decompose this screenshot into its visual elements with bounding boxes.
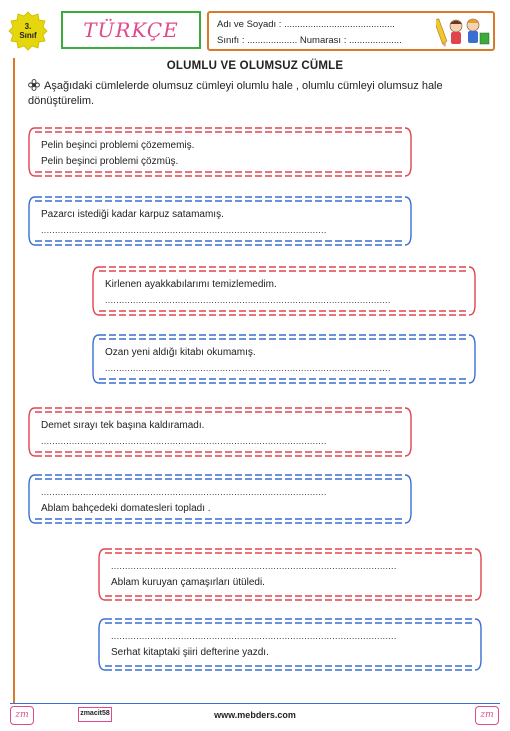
exercise-box-7: [97, 547, 483, 602]
sentence-text: Ablam bahçedeki domatesleri topladı .: [41, 503, 211, 514]
frame-right: [475, 619, 481, 670]
grade-number: 3.: [24, 22, 32, 31]
subject-box: [61, 11, 201, 49]
sentence-text: Ablam kuruyan çamaşırları ütüledi.: [111, 577, 265, 588]
logo-left: zm: [10, 706, 34, 725]
author-badge: zmacit58: [78, 707, 112, 722]
frame-right: [405, 128, 411, 176]
exercise-box-1: [27, 126, 413, 178]
sentence-text: Pelin beşinci problemi çözememiş.: [41, 140, 195, 151]
answer-line[interactable]: ......................................................................................................: [41, 436, 327, 446]
answer-line[interactable]: ......................................................................................................: [41, 487, 327, 497]
sentence-text: Pazarcı istediği kadar karpuz satamamış.: [41, 209, 224, 220]
frame-left: [99, 549, 105, 600]
exercise-frame: [27, 473, 413, 525]
name-field[interactable]: Adı ve Soyadı : ..........................................: [217, 19, 395, 30]
answer-line[interactable]: ......................................................................................................: [41, 225, 327, 235]
grade-sub: Sınıf: [19, 31, 37, 40]
student-info-box: [207, 11, 495, 51]
exercise-box-6: [27, 473, 413, 525]
frame-left: [93, 335, 99, 383]
sentence-text: Kirlenen ayakkabılarımı temizlemedim.: [105, 279, 277, 290]
answer-line[interactable]: ......................................................................................................: [111, 631, 397, 641]
sentence-text: Serhat kitaptaki şiiri defterine yazdı.: [111, 647, 269, 658]
frame-right: [405, 475, 411, 523]
frame-left: [99, 619, 105, 670]
frame-left: [93, 267, 99, 315]
exercise-box-2: [27, 195, 413, 247]
flower-icon: [28, 79, 40, 91]
sentence-text: Ozan yeni aldığı kitabı okumamış.: [105, 347, 256, 358]
frame-right: [469, 267, 475, 315]
exercise-frame: [91, 333, 477, 385]
frame-right: [405, 408, 411, 456]
sentence-text: Pelin beşinci problemi çözmüş.: [41, 156, 179, 167]
frame-right: [405, 197, 411, 245]
frame-left: [29, 475, 35, 523]
exercise-frame: [27, 195, 413, 247]
subject-title: TÜRKÇE: [83, 18, 179, 42]
page-title: OLUMLU VE OLUMSUZ CÜMLE: [166, 60, 344, 72]
frame-left: [29, 128, 35, 176]
left-border-line: [13, 58, 15, 703]
exercise-frame: [97, 547, 483, 602]
exercise-box-8: [97, 617, 483, 672]
instruction: [28, 79, 498, 109]
exercise-box-4: [91, 333, 477, 385]
exercise-box-3: [91, 265, 477, 317]
frame-left: [29, 197, 35, 245]
frame-left: [29, 408, 35, 456]
exercise-frame: [27, 126, 413, 178]
instruction-text: Aşağıdaki cümlelerde olumsuz cümleyi olumlu hale , olumlu cümleyi olumsuz hale dönüştürelim.: [28, 80, 443, 107]
answer-line[interactable]: ......................................................................................................: [111, 561, 397, 571]
children-illustration-icon: [436, 15, 490, 49]
answer-line[interactable]: ......................................................................................................: [105, 295, 391, 305]
frame-right: [475, 549, 481, 600]
footer-line: [10, 703, 500, 704]
website-link[interactable]: www.mebders.com: [214, 710, 296, 720]
logo-right: zm: [475, 706, 499, 725]
frame-right: [469, 335, 475, 383]
exercise-frame: [27, 406, 413, 458]
class-number-field[interactable]: Sınıfı : ................... Numarası : ....................: [217, 35, 402, 46]
grade-badge: [8, 11, 48, 51]
grade-label: [8, 22, 48, 40]
exercise-frame: [91, 265, 477, 317]
exercise-frame: [97, 617, 483, 672]
sentence-text: Demet sırayı tek başına kaldıramadı.: [41, 420, 205, 431]
answer-line[interactable]: ......................................................................................................: [105, 363, 391, 373]
exercise-box-5: [27, 406, 413, 458]
